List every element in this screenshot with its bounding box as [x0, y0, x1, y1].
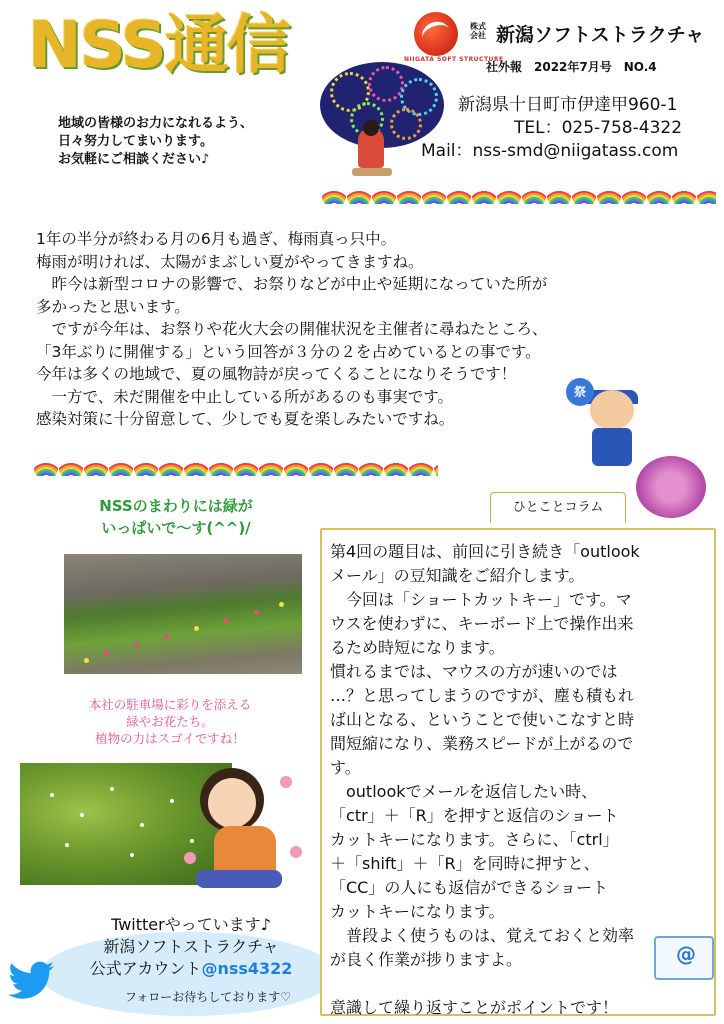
- intro-line: 日々努力してまいります。: [58, 134, 213, 149]
- twitter-line: Twitterやっています♪: [111, 915, 271, 934]
- green-heading: [72, 495, 280, 539]
- column-line: outlookでメールを返信したい時、: [330, 782, 598, 801]
- parking-lot-photo: [64, 554, 302, 674]
- caption-line: 植物の力はスゴイですね！: [95, 731, 245, 746]
- article-line: 1年の半分が終わる月の6月も過ぎ、梅雨真っ只中。: [36, 230, 397, 248]
- follow-text: フォローお待ちしております♡: [124, 990, 292, 1004]
- column-line: ＋「shift」＋「R」を同時に押すと、: [330, 854, 600, 873]
- column-line: メール」の豆知識をご紹介します。: [330, 566, 585, 585]
- column-line: す。: [330, 758, 361, 777]
- column-line: 慣れるまでは、マウスの方が速いのでは: [330, 662, 618, 681]
- flower-petal-icon: [184, 852, 196, 864]
- article-line: 多かったと思います。: [36, 297, 190, 316]
- company-tel: TEL：025-758-4322: [514, 118, 683, 138]
- issue-info: 社外報 2022年7月号 NO.4: [486, 60, 657, 74]
- intro-line: 地域の皆様のお力になれるよう、: [58, 116, 254, 131]
- company-logo-icon: [414, 12, 458, 56]
- article-line: 一方で、未だ開催を中止している所があるのも事実です。: [36, 387, 453, 406]
- column-line: ば山となる、ということで使いこなすと時: [330, 710, 635, 729]
- company-name: 新潟ソフトストラクチャ: [496, 24, 705, 46]
- intro-text: [58, 115, 253, 169]
- column-line: 「ctr」＋「R」を押すと返信のショート: [330, 806, 619, 825]
- company-type: 株式会社: [470, 22, 486, 40]
- logo-text: NIIGATA SOFT STRUCTURE: [404, 56, 504, 63]
- column-tab: ひとことコラム: [490, 492, 626, 523]
- article-line: 昨今は新型コロナの影響で、お祭りなどが中止や延期になっていた所が: [36, 275, 548, 293]
- twitter-info: [48, 914, 334, 980]
- twitter-handle[interactable]: @nss4322: [201, 959, 293, 978]
- company-mail: Mail：nss-smd@niigatass.com: [421, 141, 679, 161]
- garden-photo: [20, 763, 232, 885]
- column-line: 間短縮になり、業務スピードが上がるので: [330, 734, 634, 753]
- festival-boy-illustration: [590, 390, 634, 430]
- column-line: 意識して繰り返すことがポイントです！: [330, 998, 619, 1017]
- article-line: 梅雨が明ければ、太陽がまぶしい夏がやってきますね。: [36, 252, 424, 271]
- flower-petal-icon: [280, 776, 292, 788]
- twitter-account-line: [48, 958, 334, 980]
- twitter-line: 新潟ソフトストラクチャ: [103, 937, 279, 956]
- column-line: 普段よく使うものは、覚えておくと効率: [330, 926, 635, 945]
- festival-boy-body: [592, 428, 632, 466]
- hydrangea-illustration: [636, 456, 706, 518]
- article-line: 今年は多くの地域で、夏の風物詩が戻ってくることになりそうです！: [36, 365, 517, 383]
- twitter-bird-icon: [8, 960, 56, 1000]
- intro-line: お気軽にご相談ください♪: [58, 152, 210, 167]
- at-symbol: @: [676, 942, 696, 966]
- photo-caption: [50, 696, 290, 747]
- caption-line: 緑やお花たち。: [126, 714, 214, 729]
- column-line: 今回は「ショートカットキー」です。マ: [330, 590, 632, 609]
- yukata-girl-head: [363, 120, 379, 136]
- caption-line: 本社の駐車場に彩りを添える: [88, 697, 252, 712]
- column-line: 第4回の題目は、前回に引き続き「outlook: [330, 542, 640, 561]
- article-line: 「3年ぶりに開催する」という回答が３分の２を占めているとの事です。: [36, 342, 541, 361]
- column-line: 「CC」の人にも返信ができるショート: [330, 878, 609, 897]
- bench-illustration: [352, 168, 392, 176]
- column-line: …？と思ってしまうのですが、塵も積もれ: [330, 686, 635, 705]
- green-heading-line: いっぱいで～す(^^)/: [101, 519, 251, 537]
- newsletter-title: NSS通信: [28, 9, 289, 83]
- article-line: 感染対策に十分留意して、少しでも夏を楽しみたいですね。: [36, 410, 455, 428]
- rainbow-divider-middle: [34, 456, 438, 476]
- column-line: るため時短になります。: [330, 638, 505, 657]
- article-line: ですが今年は、お祭りや花火大会の開催状況を主催者に尋ねたところ、: [36, 320, 548, 338]
- festival-fan-icon: 祭: [566, 378, 594, 406]
- woman-skirt: [196, 870, 282, 888]
- column-line: カットキーになります。: [330, 902, 505, 921]
- email-icon: [654, 936, 714, 980]
- rainbow-divider-top: [322, 184, 716, 204]
- green-heading-line: NSSのまわりには緑が: [99, 497, 253, 515]
- column-line: カットキーになります。さらに、「ctrl」: [330, 830, 619, 849]
- column-line: が良く作業が捗りますよ。: [330, 950, 523, 969]
- woman-face: [208, 778, 256, 828]
- flower-petal-icon: [290, 846, 302, 858]
- column-line: ウスを使わずに、キーボード上で操作出来: [330, 614, 634, 633]
- company-address: 新潟県十日町市伊達甲960-1: [458, 95, 678, 115]
- twitter-account-label: 公式アカウント: [89, 959, 202, 978]
